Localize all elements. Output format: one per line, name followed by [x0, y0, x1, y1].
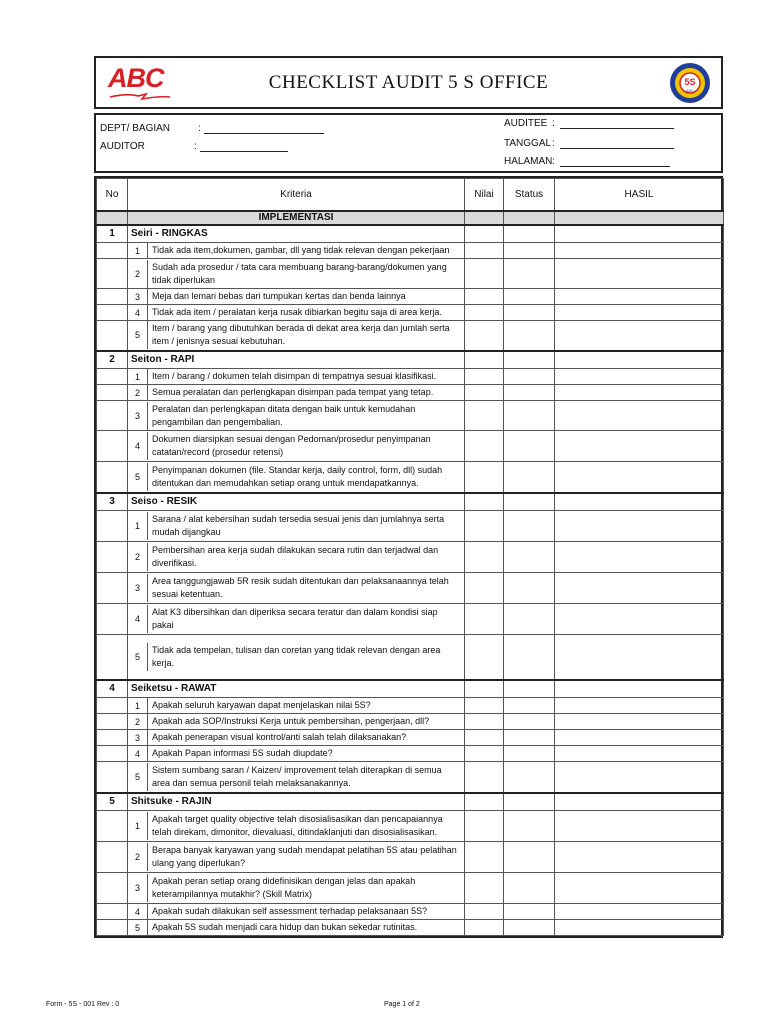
item-hasil-input[interactable]	[555, 762, 724, 793]
item-criteria-cell	[128, 462, 465, 493]
section-row	[97, 225, 724, 243]
item-criteria-text: Sudah ada prosedur / tata cara membuang barang-barang/dokumen yang tidak diperlukan	[152, 261, 447, 285]
item-criteria-text: Apakah sudah dilakukan self assessment terhadap pelaksanaan 5S?	[152, 906, 428, 916]
section-hasil-cell[interactable]	[555, 225, 724, 243]
impl-hasil-cell	[555, 211, 724, 225]
item-criteria-cell	[128, 259, 465, 289]
halaman-line	[560, 158, 670, 167]
item-criteria-text: Tidak ada item,dokumen, gambar, dll yang tidak relevan dengan pekerjaan	[152, 245, 450, 255]
checklist-item-row	[97, 385, 724, 401]
item-blank-cell	[97, 462, 128, 493]
item-number: 4	[128, 432, 148, 460]
item-status-input[interactable]	[504, 873, 555, 904]
item-criteria-text: Apakah ada SOP/Instruksi Kerja untuk pembersihan, pengerjaan, dll?	[152, 716, 430, 726]
section-nilai-cell[interactable]	[465, 351, 504, 369]
item-nilai-input[interactable]	[465, 698, 504, 714]
item-criteria-text: Apakah seluruh karyawan dapat menjelaskan nilai 5S?	[152, 700, 371, 710]
item-criteria-cell	[128, 573, 465, 604]
checklist-item-row	[97, 604, 724, 635]
item-blank-cell	[97, 542, 128, 573]
item-status-input[interactable]	[504, 289, 555, 305]
item-nilai-input[interactable]	[465, 904, 504, 920]
abc-logo-text: ABC	[108, 63, 164, 93]
item-blank-cell	[97, 762, 128, 793]
checklist-item-row	[97, 542, 724, 573]
item-status-input[interactable]	[504, 385, 555, 401]
item-hasil-input[interactable]	[555, 369, 724, 385]
section-nilai-cell[interactable]	[465, 493, 504, 511]
item-criteria-cell	[128, 842, 465, 873]
item-number: 2	[128, 260, 148, 288]
item-nilai-input[interactable]	[465, 730, 504, 746]
item-criteria-cell	[128, 746, 465, 762]
checklist-body	[97, 211, 724, 936]
item-blank-cell	[97, 730, 128, 746]
item-nilai-input[interactable]	[465, 873, 504, 904]
section-number: 5	[97, 793, 128, 811]
item-blank-cell	[97, 385, 128, 401]
item-hasil-input[interactable]	[555, 904, 724, 920]
item-blank-cell	[97, 746, 128, 762]
section-title: Seiso - RESIK	[128, 493, 465, 511]
checklist-item-row	[97, 746, 724, 762]
implementasi-row	[97, 211, 724, 225]
item-number: 3	[128, 402, 148, 430]
item-blank-cell	[97, 369, 128, 385]
item-hasil-input[interactable]	[555, 698, 724, 714]
item-criteria-cell	[128, 811, 465, 842]
item-nilai-input[interactable]	[465, 604, 504, 635]
checklist-item-row	[97, 259, 724, 289]
emblem-abc-text: ABC	[685, 88, 695, 93]
col-status-header: Status	[504, 179, 555, 211]
item-blank-cell	[97, 920, 128, 936]
section-title: Seiton - RAPI	[128, 351, 465, 369]
item-blank-cell	[97, 573, 128, 604]
section-status-cell[interactable]	[504, 225, 555, 243]
item-criteria-cell	[128, 762, 465, 793]
tanggal-line	[560, 140, 674, 149]
checklist-item-row	[97, 511, 724, 542]
item-criteria-cell	[128, 305, 465, 321]
item-nilai-input[interactable]	[465, 920, 504, 936]
dept-field[interactable]	[100, 123, 201, 134]
checklist-item-row	[97, 369, 724, 385]
item-criteria-text: Apakah Papan informasi 5S sudah diupdate?	[152, 748, 333, 758]
item-blank-cell	[97, 811, 128, 842]
item-status-input[interactable]	[504, 321, 555, 351]
item-criteria-cell	[128, 431, 465, 462]
halaman-sep: :	[552, 156, 555, 167]
dept-line	[204, 125, 324, 134]
auditor-sep: :	[194, 141, 197, 152]
item-criteria-text: Meja dan lemari bebas dari tumpukan kertas dan benda lainnya	[152, 291, 406, 301]
item-number: 4	[128, 904, 148, 919]
implementasi-label: IMPLEMENTASI	[128, 211, 465, 225]
item-hasil-input[interactable]	[555, 321, 724, 351]
checklist-item-row	[97, 573, 724, 604]
checklist-item-row	[97, 321, 724, 351]
item-hasil-input[interactable]	[555, 401, 724, 431]
item-criteria-text: Apakah peran setiap orang didefinisikan dengan jelas dan apakah keterampilannya mutakhir? (Skill Matrix)	[152, 876, 416, 899]
item-criteria-text: Pembersihan area kerja sudah dilakukan secara rutin dan terjadwal dan diverifikasi.	[152, 545, 439, 568]
checklist-item-row	[97, 243, 724, 259]
item-number: 5	[128, 643, 148, 671]
item-criteria-text: Peralatan dan perlengkapan ditata dengan baik untuk kemudahan pengambilan dan pengembalian.	[152, 403, 416, 427]
item-number: 2	[128, 714, 148, 729]
section-number: 3	[97, 493, 128, 511]
item-hasil-input[interactable]	[555, 811, 724, 842]
item-status-input[interactable]	[504, 904, 555, 920]
item-criteria-cell	[128, 321, 465, 351]
tanggal-sep: :	[552, 138, 555, 149]
checklist-item-row	[97, 305, 724, 321]
item-hasil-input[interactable]	[555, 746, 724, 762]
section-status-cell[interactable]	[504, 351, 555, 369]
item-number: 2	[128, 385, 148, 400]
item-status-input[interactable]	[504, 698, 555, 714]
section-number: 2	[97, 351, 128, 369]
item-blank-cell	[97, 431, 128, 462]
item-hasil-input[interactable]	[555, 730, 724, 746]
section-row	[97, 493, 724, 511]
emblem-5s-text: 5S	[684, 77, 696, 87]
section-row	[97, 680, 724, 698]
section-number: 1	[97, 225, 128, 243]
item-number: 4	[128, 746, 148, 761]
item-criteria-cell	[128, 920, 465, 936]
item-number: 3	[128, 289, 148, 304]
item-criteria-cell	[128, 289, 465, 305]
item-number: 5	[128, 463, 148, 491]
item-criteria-text: Penyimpanan dokumen (file. Standar kerja, daily control, form, dll) sudah ditentukan dan memudahkan setiap orang untuk mendapatkannya.	[152, 464, 443, 488]
item-nilai-input[interactable]	[465, 811, 504, 842]
item-criteria-text: Apakah target quality objective telah disosialisasikan dan pencapaiannya telah direkam, dimonitor, dievaluasi, ditindaklanjuti dan disosialisasikan.	[152, 814, 443, 837]
item-hasil-input[interactable]	[555, 920, 724, 936]
document-header	[94, 56, 723, 109]
item-blank-cell	[97, 842, 128, 873]
item-hasil-input[interactable]	[555, 573, 724, 604]
abc-logo	[108, 64, 172, 100]
item-number: 3	[128, 874, 148, 902]
item-criteria-text: Sarana / alat kebersihan sudah tersedia sesuai jenis dan jumlahnya serta mudah dijangkau	[152, 514, 445, 537]
item-criteria-text: Apakah penerapan visual kontrol/anti salah telah dilaksanakan?	[152, 732, 407, 742]
tanggal-field[interactable]	[504, 138, 555, 149]
item-status-input[interactable]	[504, 604, 555, 635]
item-status-input[interactable]	[504, 746, 555, 762]
col-kriteria-header: Kriteria	[128, 179, 465, 211]
item-status-input[interactable]	[504, 542, 555, 573]
checklist-item-row	[97, 873, 724, 904]
item-criteria-text: Tidak ada tempelan, tulisan dan coretan yang tidak relevan dengan area kerja.	[152, 644, 441, 668]
item-hasil-input[interactable]	[555, 511, 724, 542]
item-nilai-input[interactable]	[465, 511, 504, 542]
item-hasil-input[interactable]	[555, 462, 724, 493]
item-status-input[interactable]	[504, 730, 555, 746]
item-nilai-input[interactable]	[465, 385, 504, 401]
item-status-input[interactable]	[504, 762, 555, 793]
document-title: CHECKLIST AUDIT 5 S OFFICE	[268, 72, 549, 93]
item-nilai-input[interactable]	[465, 714, 504, 730]
item-blank-cell	[97, 604, 128, 635]
auditee-field[interactable]	[504, 118, 555, 129]
section-title: Seiri - RINGKAS	[128, 225, 465, 243]
item-number: 1	[128, 812, 148, 840]
item-blank-cell	[97, 635, 128, 680]
auditor-line	[200, 143, 288, 152]
section-nilai-cell[interactable]	[465, 793, 504, 811]
item-criteria-cell	[128, 730, 465, 746]
item-blank-cell	[97, 259, 128, 289]
item-number: 5	[128, 321, 148, 349]
item-nilai-input[interactable]	[465, 431, 504, 462]
checklist-item-row	[97, 811, 724, 842]
item-hasil-input[interactable]	[555, 385, 724, 401]
auditor-field[interactable]	[100, 141, 197, 152]
item-criteria-cell	[128, 511, 465, 542]
auditee-label: AUDITEE	[504, 118, 548, 129]
impl-status-cell	[504, 211, 555, 225]
item-nilai-input[interactable]	[465, 762, 504, 793]
col-hasil-header: HASIL	[555, 179, 724, 211]
item-blank-cell	[97, 305, 128, 321]
item-blank-cell	[97, 698, 128, 714]
section-hasil-cell[interactable]	[555, 793, 724, 811]
item-number: 4	[128, 605, 148, 633]
item-status-input[interactable]	[504, 811, 555, 842]
item-number: 1	[128, 698, 148, 713]
item-criteria-cell	[128, 698, 465, 714]
checklist-item-row	[97, 842, 724, 873]
item-criteria-cell	[128, 369, 465, 385]
col-no-header: No	[97, 179, 128, 211]
item-status-input[interactable]	[504, 259, 555, 289]
item-hasil-input[interactable]	[555, 635, 724, 680]
item-criteria-text: Sistem sumbang saran / Kaizen/ improvement telah diterapkan di semua area dan semua personil telah melaksanakannya.	[152, 764, 442, 788]
checklist-item-row	[97, 431, 724, 462]
tanggal-label: TANGGAL	[504, 138, 552, 149]
section-row	[97, 793, 724, 811]
section-status-cell[interactable]	[504, 680, 555, 698]
item-criteria-cell	[128, 243, 465, 259]
item-number: 2	[128, 843, 148, 871]
section-row	[97, 351, 724, 369]
section-status-cell[interactable]	[504, 793, 555, 811]
item-blank-cell	[97, 714, 128, 730]
item-number: 2	[128, 543, 148, 571]
checklist-item-row	[97, 904, 724, 920]
section-nilai-cell[interactable]	[465, 680, 504, 698]
item-criteria-text: Dokumen diarsipkan sesuai dengan Pedoman/prosedur penyimpanan catatan/record (prosedur retensi)	[152, 434, 431, 457]
item-criteria-text: Berapa banyak karyawan yang sudah mendapat pelatihan 5S atau pelatihan ulang yang diperlukan?	[152, 845, 457, 868]
halaman-label: HALAMAN	[504, 156, 553, 167]
item-hasil-input[interactable]	[555, 243, 724, 259]
item-criteria-cell	[128, 904, 465, 920]
item-number: 5	[128, 763, 148, 791]
halaman-field[interactable]	[504, 156, 555, 167]
audit-info-box	[94, 113, 723, 173]
item-hasil-input[interactable]	[555, 873, 724, 904]
item-nilai-input[interactable]	[465, 542, 504, 573]
item-hasil-input[interactable]	[555, 305, 724, 321]
item-blank-cell	[97, 243, 128, 259]
checklist-item-row	[97, 462, 724, 493]
checklist-item-row	[97, 920, 724, 936]
item-criteria-cell	[128, 635, 465, 680]
item-criteria-cell	[128, 714, 465, 730]
item-hasil-input[interactable]	[555, 259, 724, 289]
item-blank-cell	[97, 289, 128, 305]
col-nilai-header: Nilai	[465, 179, 504, 211]
item-blank-cell	[97, 321, 128, 351]
item-number: 1	[128, 369, 148, 384]
form-code: Form - 5S - 001 Rev : 0	[46, 1001, 120, 1008]
item-criteria-cell	[128, 401, 465, 431]
item-nilai-input[interactable]	[465, 462, 504, 493]
item-nilai-input[interactable]	[465, 635, 504, 680]
section-hasil-cell[interactable]	[555, 351, 724, 369]
item-number: 4	[128, 305, 148, 320]
item-nilai-input[interactable]	[465, 243, 504, 259]
item-status-input[interactable]	[504, 462, 555, 493]
item-number: 1	[128, 512, 148, 540]
item-status-input[interactable]	[504, 511, 555, 542]
checklist-item-row	[97, 698, 724, 714]
checklist-item-row	[97, 401, 724, 431]
section-title: Seiketsu - RAWAT	[128, 680, 465, 698]
item-criteria-text: Alat K3 dibersihkan dan diperiksa secara teratur dan dalam kondisi siap pakai	[152, 607, 438, 630]
item-status-input[interactable]	[504, 920, 555, 936]
item-status-input[interactable]	[504, 842, 555, 873]
impl-no-cell	[97, 211, 128, 225]
item-nilai-input[interactable]	[465, 289, 504, 305]
item-status-input[interactable]	[504, 369, 555, 385]
item-blank-cell	[97, 873, 128, 904]
item-criteria-cell	[128, 542, 465, 573]
item-nilai-input[interactable]	[465, 305, 504, 321]
section-number: 4	[97, 680, 128, 698]
item-blank-cell	[97, 904, 128, 920]
item-status-input[interactable]	[504, 635, 555, 680]
item-nilai-input[interactable]	[465, 573, 504, 604]
item-hasil-input[interactable]	[555, 542, 724, 573]
item-hasil-input[interactable]	[555, 289, 724, 305]
item-number: 5	[128, 920, 148, 935]
item-number: 3	[128, 574, 148, 602]
item-status-input[interactable]	[504, 431, 555, 462]
checklist-table	[94, 176, 723, 938]
item-blank-cell	[97, 511, 128, 542]
item-blank-cell	[97, 401, 128, 431]
item-hasil-input[interactable]	[555, 842, 724, 873]
item-hasil-input[interactable]	[555, 604, 724, 635]
checklist-item-row	[97, 762, 724, 793]
item-hasil-input[interactable]	[555, 431, 724, 462]
item-nilai-input[interactable]	[465, 321, 504, 351]
item-number: 1	[128, 243, 148, 258]
item-nilai-input[interactable]	[465, 401, 504, 431]
item-criteria-cell	[128, 604, 465, 635]
section-status-cell[interactable]	[504, 493, 555, 511]
impl-nilai-cell	[465, 211, 504, 225]
checklist-item-row	[97, 635, 724, 680]
item-criteria-text: Apakah 5S sudah menjadi cara hidup dan bukan sekedar rutinitas.	[152, 922, 418, 932]
item-number: 3	[128, 730, 148, 745]
item-nilai-input[interactable]	[465, 369, 504, 385]
item-status-input[interactable]	[504, 305, 555, 321]
section-hasil-cell[interactable]	[555, 493, 724, 511]
item-criteria-cell	[128, 385, 465, 401]
auditee-sep: :	[552, 118, 555, 129]
checklist-item-row	[97, 714, 724, 730]
item-criteria-text: Item / barang / dokumen telah disimpan di tempatnya sesuai klasifikasi.	[152, 371, 437, 381]
auditee-line	[560, 120, 674, 129]
item-criteria-text: Tidak ada item / peralatan kerja rusak dibiarkan begitu saja di area kerja.	[152, 307, 442, 317]
item-status-input[interactable]	[504, 401, 555, 431]
item-criteria-text: Item / barang yang dibutuhkan berada di dekat area kerja dan jumlah serta item / jenisnya sesuai kebutuhan.	[152, 323, 450, 347]
item-hasil-input[interactable]	[555, 714, 724, 730]
item-nilai-input[interactable]	[465, 259, 504, 289]
section-title: Shitsuke - RAJIN	[128, 793, 465, 811]
item-nilai-input[interactable]	[465, 842, 504, 873]
checklist-item-row	[97, 730, 724, 746]
table-header-row	[97, 179, 724, 211]
section-nilai-cell[interactable]	[465, 225, 504, 243]
logo-swoosh-icon	[108, 91, 172, 101]
item-criteria-cell	[128, 873, 465, 904]
5s-emblem-icon	[667, 61, 713, 105]
dept-sep: :	[198, 123, 201, 134]
item-criteria-text: Area tanggungjawab 5R resik sudah ditentukan dan pelaksanaannya telah sesuai ketentuan.	[152, 576, 449, 599]
item-status-input[interactable]	[504, 714, 555, 730]
dept-label: DEPT/ BAGIAN	[100, 123, 171, 134]
item-status-input[interactable]	[504, 573, 555, 604]
item-status-input[interactable]	[504, 243, 555, 259]
checklist-item-row	[97, 289, 724, 305]
auditor-label: AUDITOR	[100, 141, 145, 152]
item-nilai-input[interactable]	[465, 746, 504, 762]
item-criteria-text: Semua peralatan dan perlengkapan disimpan pada tempat yang tetap.	[152, 387, 434, 397]
section-hasil-cell[interactable]	[555, 680, 724, 698]
page-number: Page 1 of 2	[384, 1001, 420, 1008]
